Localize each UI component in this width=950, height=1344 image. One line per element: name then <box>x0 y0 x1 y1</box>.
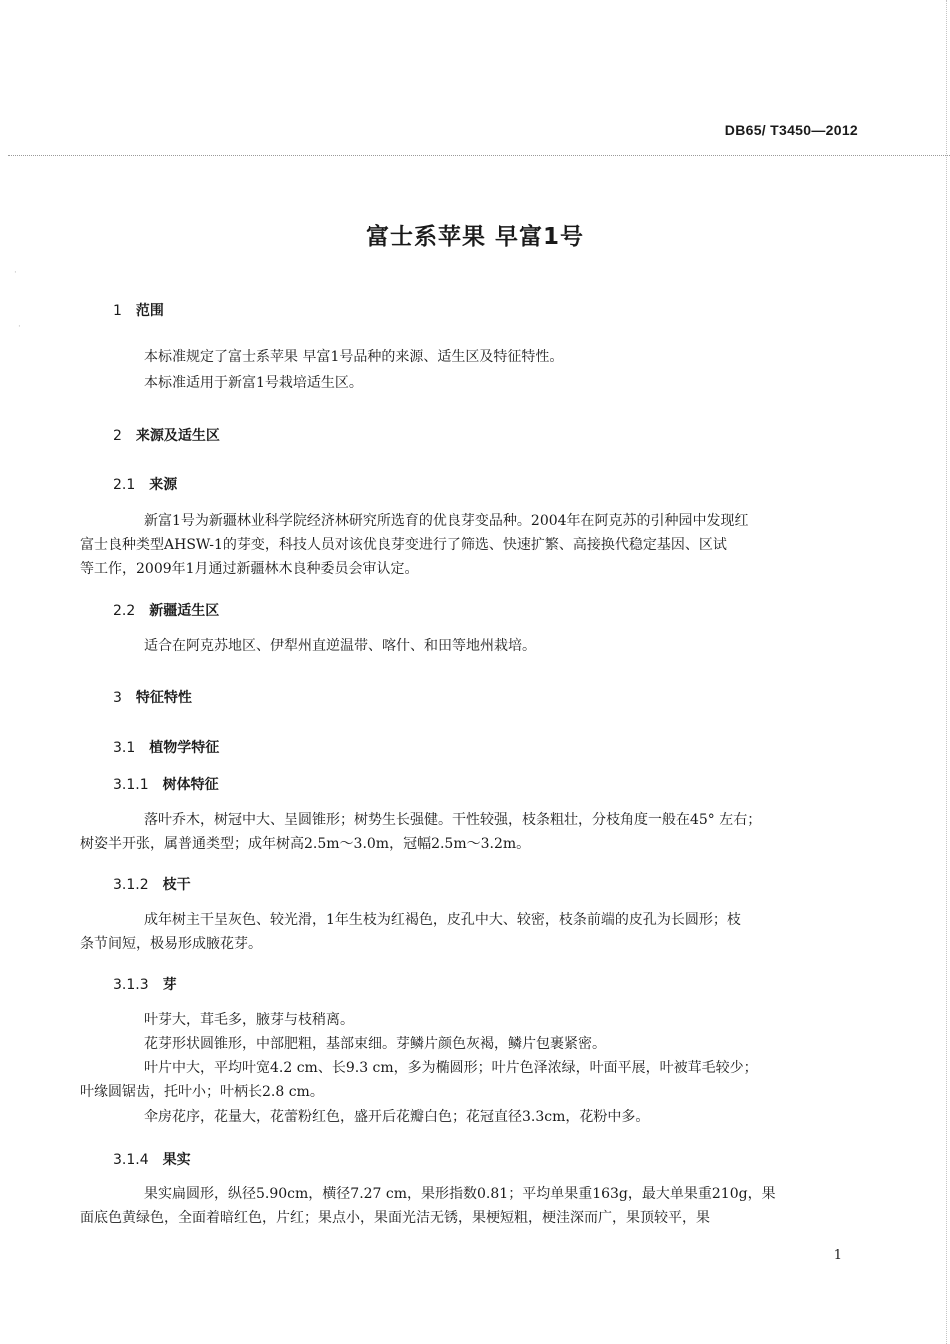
paragraph-line: 果实扁圆形，纵径5.90cm，横径7.27 cm，果形指数0.81；平均单果重163g，最大单果重210g，果 <box>144 1186 776 1202</box>
paragraph-line: 条节间短，极易形成腋花芽。 <box>80 936 262 952</box>
section-title: 树体特征 <box>162 777 219 793</box>
paragraph <box>80 1182 856 1230</box>
section-title: 植物学特征 <box>149 740 220 756</box>
section-title: 来源 <box>149 477 178 493</box>
paragraph <box>112 345 856 369</box>
section-number: 3.1.3 <box>113 977 149 993</box>
paragraph-line: 落叶乔木，树冠中大、呈圆锥形；树势生长强健。干性较强，枝条粗壮，分枝角度一般在45° 左右； <box>144 812 762 828</box>
paragraph-line: 本标准规定了富士系苹果 早富1号品种的来源、适生区及特征特性。 <box>144 349 564 365</box>
paragraph-line: 叶片中大，平均叶宽4.2 cm、长9.3 cm，多为椭圆形；叶片色泽浓绿，叶面平展，叶被茸毛较少； <box>144 1060 758 1076</box>
section-number: 3.1.1 <box>113 777 149 793</box>
paragraph <box>112 634 856 658</box>
section-heading-1 <box>113 300 164 320</box>
paragraph-line: 伞房花序，花量大，花蕾粉红色，盛开后花瓣白色；花冠直径3.3cm，花粉中多。 <box>144 1109 650 1125</box>
paragraph <box>80 908 856 956</box>
paragraph <box>112 371 856 395</box>
section-title: 来源及适生区 <box>135 428 220 444</box>
paragraph <box>80 509 856 581</box>
section-heading-2 <box>113 425 220 445</box>
section-heading-2-1 <box>113 474 177 494</box>
section-title: 新疆适生区 <box>149 603 220 619</box>
paragraph-line: 树姿半开张，属普通类型；成年树高2.5m～3.0m，冠幅2.5m～3.2m。 <box>80 836 531 852</box>
section-title: 枝干 <box>162 877 191 893</box>
scan-speck: · <box>18 322 21 332</box>
section-heading-3-1 <box>113 737 219 757</box>
section-heading-3-1-2 <box>113 874 191 894</box>
section-number: 3.1 <box>113 740 136 756</box>
scan-speck: · <box>14 268 17 278</box>
section-title: 芽 <box>162 977 177 993</box>
paragraph-line: 面底色黄绿色，全面着暗红色，片红；果点小，果面光洁无锈，果梗短粗，梗洼深而广，果顶较平，果 <box>80 1210 710 1226</box>
section-title: 特征特性 <box>135 690 192 706</box>
paragraph-line: 叶缘圆锯齿，托叶小；叶柄长2.8 cm。 <box>80 1084 324 1100</box>
section-number: 3 <box>113 690 122 706</box>
section-heading-3-1-4 <box>113 1149 191 1169</box>
page-edge-line <box>946 0 947 1344</box>
section-number: 3.1.2 <box>113 877 149 893</box>
section-number: 3.1.4 <box>113 1152 149 1168</box>
paragraph <box>112 1032 856 1056</box>
section-number: 1 <box>113 303 122 319</box>
section-number: 2.1 <box>113 477 136 493</box>
document-title: 富士系苹果 早富1号 <box>365 224 584 250</box>
paragraph-line: 富士良种类型AHSW-1的芽变，科技人员对该优良芽变进行了筛选、快速扩繁、高接换代稳定基因、区试 <box>80 537 727 553</box>
section-heading-3-1-1 <box>113 774 219 794</box>
paragraph <box>112 1008 856 1032</box>
header-rule <box>8 155 950 156</box>
paragraph-line: 适合在阿克苏地区、伊犁州直逆温带、喀什、和田等地州栽培。 <box>144 638 536 654</box>
paragraph-line: 成年树主干呈灰色、较光滑，1年生枝为红褐色，皮孔中大、较密，枝条前端的皮孔为长圆形；枝 <box>144 912 741 928</box>
section-title: 范围 <box>135 303 164 319</box>
section-number: 2 <box>113 428 122 444</box>
paragraph-line: 本标准适用于新富1号栽培适生区。 <box>144 375 363 391</box>
section-number: 2.2 <box>113 603 136 619</box>
paragraph <box>80 1056 856 1104</box>
paragraph-line: 等工作，2009年1月通过新疆林木良种委员会审认定。 <box>80 561 419 577</box>
page-number: 1 <box>833 1248 842 1263</box>
section-heading-3-1-3 <box>113 974 177 994</box>
paragraph <box>80 808 856 856</box>
standard-code: DB65/ T3450—2012 <box>724 122 858 138</box>
paragraph-line: 新富1号为新疆林业科学院经济林研究所选育的优良芽变品种。2004年在阿克苏的引种园中发现红 <box>144 513 749 529</box>
section-heading-3 <box>113 687 192 707</box>
paragraph-line: 叶芽大，茸毛多，腋芽与枝稍离。 <box>144 1012 354 1028</box>
section-title: 果实 <box>162 1152 191 1168</box>
paragraph-line: 花芽形状圆锥形，中部肥粗，基部束细。芽鳞片颜色灰褐，鳞片包裹紧密。 <box>144 1036 606 1052</box>
paragraph <box>112 1105 856 1129</box>
section-heading-2-2 <box>113 600 219 620</box>
